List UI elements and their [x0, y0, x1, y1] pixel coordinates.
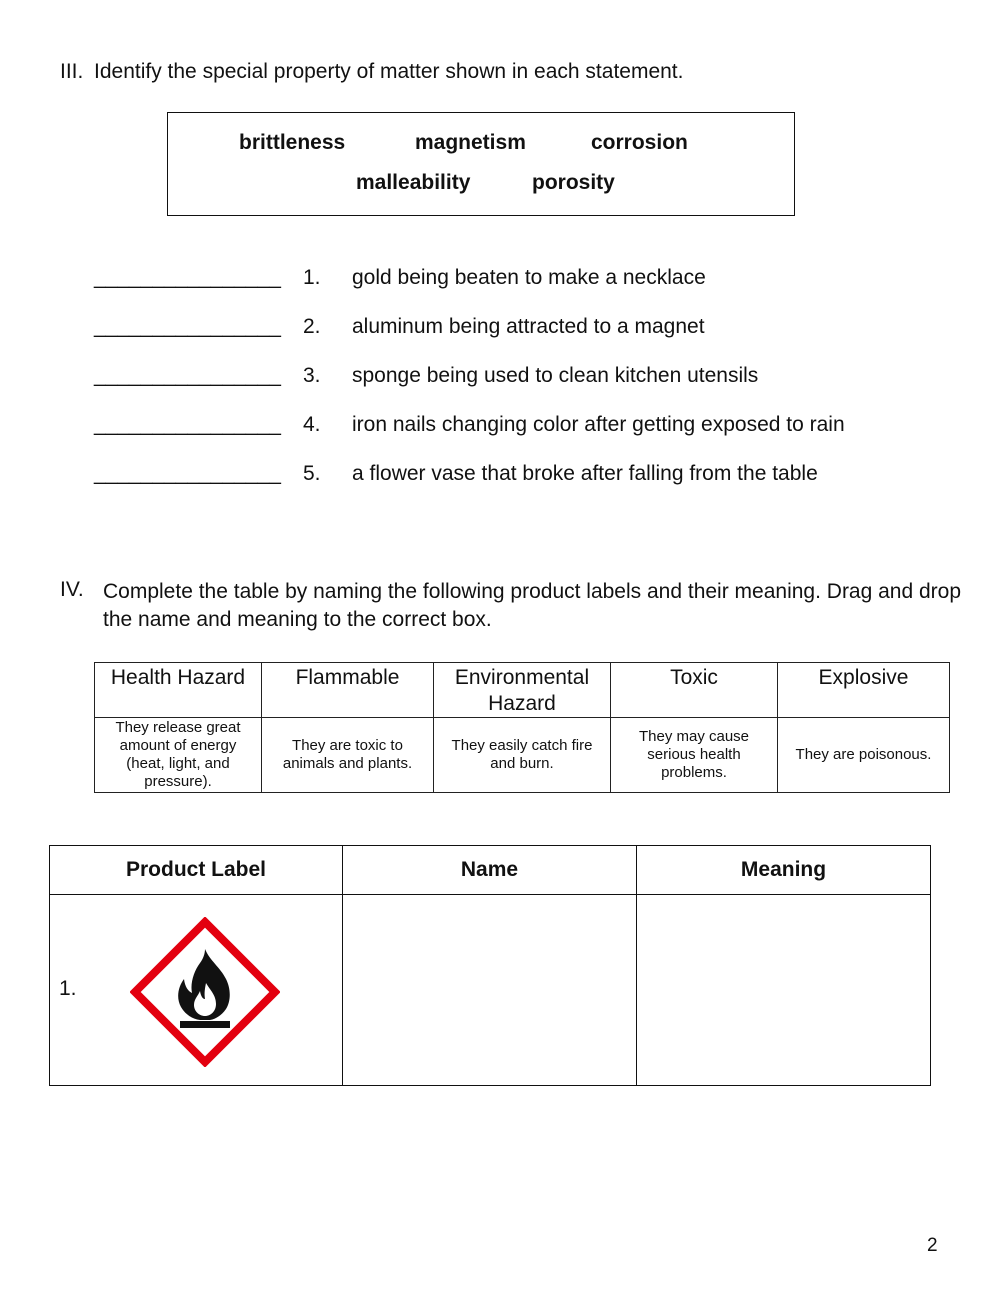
- word-bank-item[interactable]: malleability: [356, 171, 471, 194]
- drag-meaning-option[interactable]: They may cause serious health problems.: [611, 718, 778, 793]
- row-number: 1.: [59, 977, 77, 1000]
- header-meaning: Meaning: [637, 846, 931, 895]
- answer-blank[interactable]: ________________: [94, 315, 281, 338]
- table-row: [50, 895, 931, 1086]
- flame-pictogram-icon: [130, 917, 280, 1067]
- section-3-instruction: Identify the special property of matter shown in each statement.: [94, 60, 684, 83]
- item-statement: aluminum being attracted to a magnet: [352, 315, 705, 338]
- item-number: 4.: [303, 413, 321, 436]
- section-3-numeral: III.: [60, 60, 84, 83]
- drag-meaning-option[interactable]: They easily catch fire and burn.: [434, 718, 611, 793]
- header-product-label: Product Label: [50, 846, 343, 895]
- section-4-numeral: IV.: [60, 578, 84, 601]
- drag-options-table: [94, 662, 950, 793]
- drag-name-option[interactable]: Flammable: [262, 663, 434, 718]
- word-bank-box: [167, 112, 795, 216]
- item-number: 5.: [303, 462, 321, 485]
- word-bank-item[interactable]: corrosion: [591, 131, 688, 154]
- answer-table: [49, 845, 931, 1086]
- item-number: 2.: [303, 315, 321, 338]
- section-4-instruction: Complete the table by naming the following product labels and their meaning. Drag and drop the name and meaning to the correct box.: [103, 580, 962, 631]
- word-bank-item[interactable]: porosity: [532, 171, 615, 194]
- item-statement: sponge being used to clean kitchen utensils: [352, 364, 759, 387]
- item-number: 3.: [303, 364, 321, 387]
- drag-name-option[interactable]: Environmental Hazard: [434, 663, 611, 718]
- page-number: 2: [927, 1235, 938, 1256]
- item-statement: iron nails changing color after getting exposed to rain: [352, 413, 845, 436]
- item-number: 1.: [303, 266, 321, 289]
- drag-meaning-option[interactable]: They are toxic to animals and plants.: [262, 718, 434, 793]
- word-bank-item[interactable]: brittleness: [239, 131, 346, 154]
- meaning-answer-cell[interactable]: [637, 895, 931, 1086]
- answer-blank[interactable]: ________________: [94, 266, 281, 289]
- item-statement: gold being beaten to make a necklace: [352, 266, 706, 289]
- answer-blank[interactable]: ________________: [94, 413, 281, 436]
- drag-meaning-option[interactable]: They release great amount of energy (heat, light, and pressure).: [95, 718, 262, 793]
- header-name: Name: [343, 846, 637, 895]
- drag-meaning-option[interactable]: They are poisonous.: [778, 718, 950, 793]
- drag-name-option[interactable]: Explosive: [778, 663, 950, 718]
- answer-blank[interactable]: ________________: [94, 364, 281, 387]
- drag-name-option[interactable]: Toxic: [611, 663, 778, 718]
- answer-blank[interactable]: ________________: [94, 462, 281, 485]
- word-bank-item[interactable]: magnetism: [415, 131, 526, 154]
- drag-name-option[interactable]: Health Hazard: [95, 663, 262, 718]
- item-statement: a flower vase that broke after falling from the table: [352, 462, 818, 485]
- name-answer-cell[interactable]: [343, 895, 637, 1086]
- product-label-cell: [50, 895, 343, 1086]
